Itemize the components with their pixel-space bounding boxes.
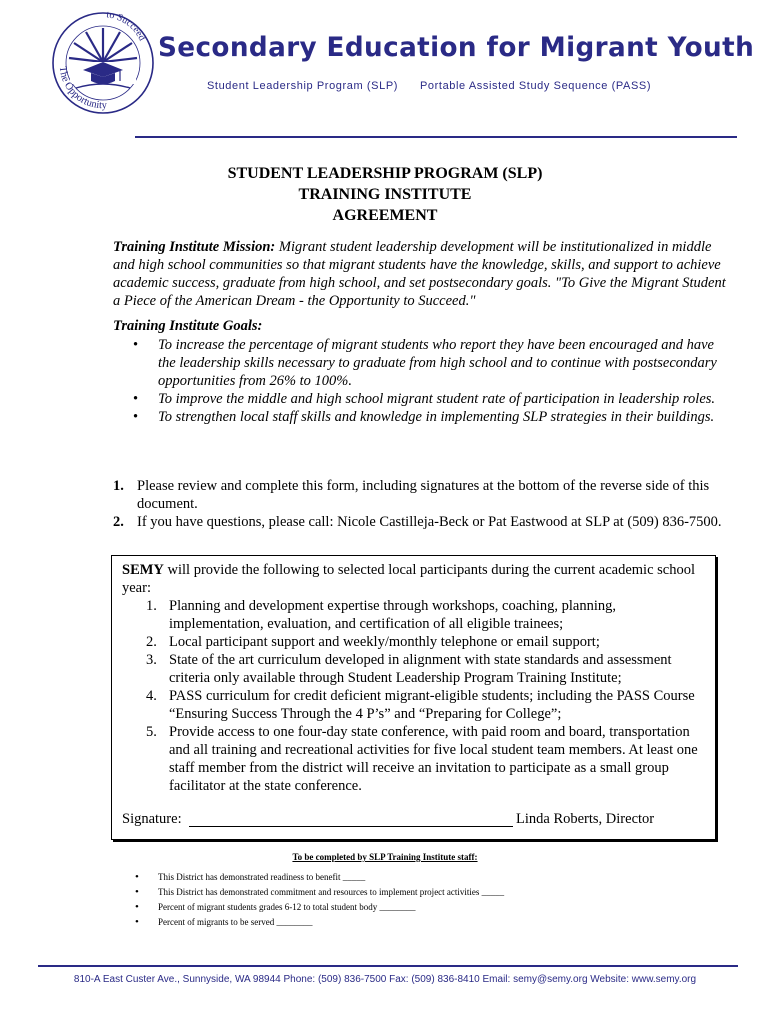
staff-checklist-item: • Percent of migrant students grades 6-12 to total student body ________ [135,900,635,915]
goals-list [113,336,728,426]
footer-contact: 810-A East Custer Ave., Sunnyside, WA 98944 Phone: (509) 836-7500 Fax: (509) 836-8410 Email: semy@semy.org Website: www.semy.org [73,974,697,985]
provision-item [122,687,712,723]
instructions-list [113,477,728,531]
staff-checklist-item: • Percent of migrants to be served ________ [135,915,635,930]
provision-text: Planning and development expertise through workshops, coaching, planning, implementation, evaluation, and certification of all eligible trainees; [169,598,616,632]
provision-number: 5. [146,724,157,740]
provision-item [122,723,712,795]
mission-statement [113,238,728,310]
instruction-text: If you have questions, please call: Nicole Castilleja-Beck or Pat Eastwood at SLP at (509) 836-7500. [137,514,722,530]
mission-text: Migrant student leadership development will be institutionalized in middle and high school communities so that migrant students have the knowledge, skills, and support to achieve academic success, graduate from high school, and set postsecondary goals. "To Give the Migrant Student a Piece of the American Dream - the Opportunity to Succeed." [113,239,726,309]
mission-label: Training Institute Mission: [113,239,276,255]
org-title: Secondary Education for Migrant Youth [158,32,755,63]
provision-text: State of the art curriculum developed in alignment with state standards and assessment criteria only available through Student Leadership Program Training Institute; [169,652,672,686]
provisions-intro-text: will provide the following to selected local participants during the current academic school year: [122,562,695,596]
provision-item [122,597,712,633]
goal-item: • To increase the percentage of migrant students who report they have been encouraged and have the leadership skills necessary to graduate from high school and to continue with postsecondary opportunities from 26% to 100%. [113,336,728,390]
instruction-number: 2. [113,514,124,530]
footer-divider [38,965,738,967]
provision-text: Local participant support and weekly/monthly telephone or email support; [169,634,600,650]
instruction-item [113,477,728,513]
provision-number: 1. [146,598,157,614]
goals-label: Training Institute Goals: [113,318,263,334]
svg-text:The Opportunity: The Opportunity [56,65,108,112]
provisions-list [122,597,712,795]
provision-item [122,651,712,687]
title-line-3: AGREEMENT [332,207,438,224]
provisions-org: SEMY [122,562,164,578]
provision-item [122,633,712,651]
provision-number: 4. [146,688,157,704]
signature-field[interactable] [189,826,513,827]
header-divider [135,136,737,138]
provision-text: Provide access to one four-day state conference, with paid room and board, transportation and all training and recreational activities for five local student team members. At least one staff member from the district will receive an invitation to participate as a small group facilitator at the state conference. [169,724,698,794]
program-pass: Portable Assisted Study Sequence (PASS) [420,80,652,92]
document-title [0,163,770,226]
program-slp: Student Leadership Program (SLP) [207,80,399,92]
provision-number: 2. [146,634,157,650]
instruction-text: Please review and complete this form, including signatures at the bottom of the reverse side of this document. [137,478,710,512]
goal-item: • To improve the middle and high school migrant student rate of participation in leadership roles. [113,390,728,408]
goal-item: • To strengthen local staff skills and knowledge in implementing SLP strategies in their buildings. [113,408,728,426]
provision-text: PASS curriculum for credit deficient migrant-eligible students; including the PASS Course “Ensuring Success Through the 4 P’s” and “Preparing for College”; [169,688,695,722]
signatory-name: Linda Roberts, Director [516,811,655,827]
provisions-intro [122,561,712,597]
title-line-1: STUDENT LEADERSHIP PROGRAM (SLP) [227,165,543,182]
signature-label: Signature: [122,811,182,827]
instruction-number: 1. [113,478,124,494]
staff-checklist [135,870,635,930]
semy-logo [50,10,156,116]
staff-checklist-item: • This District has demonstrated commitment and resources to implement project activities _____ [135,885,635,900]
svg-text:to Succeed: to Succeed [105,10,148,43]
staff-checklist-item: • This District has demonstrated readiness to benefit _____ [135,870,635,885]
provision-number: 3. [146,652,157,668]
staff-section-heading: To be completed by SLP Training Institute staff: [292,852,478,862]
instruction-item [113,513,728,531]
title-line-2: TRAINING INSTITUTE [298,186,472,203]
